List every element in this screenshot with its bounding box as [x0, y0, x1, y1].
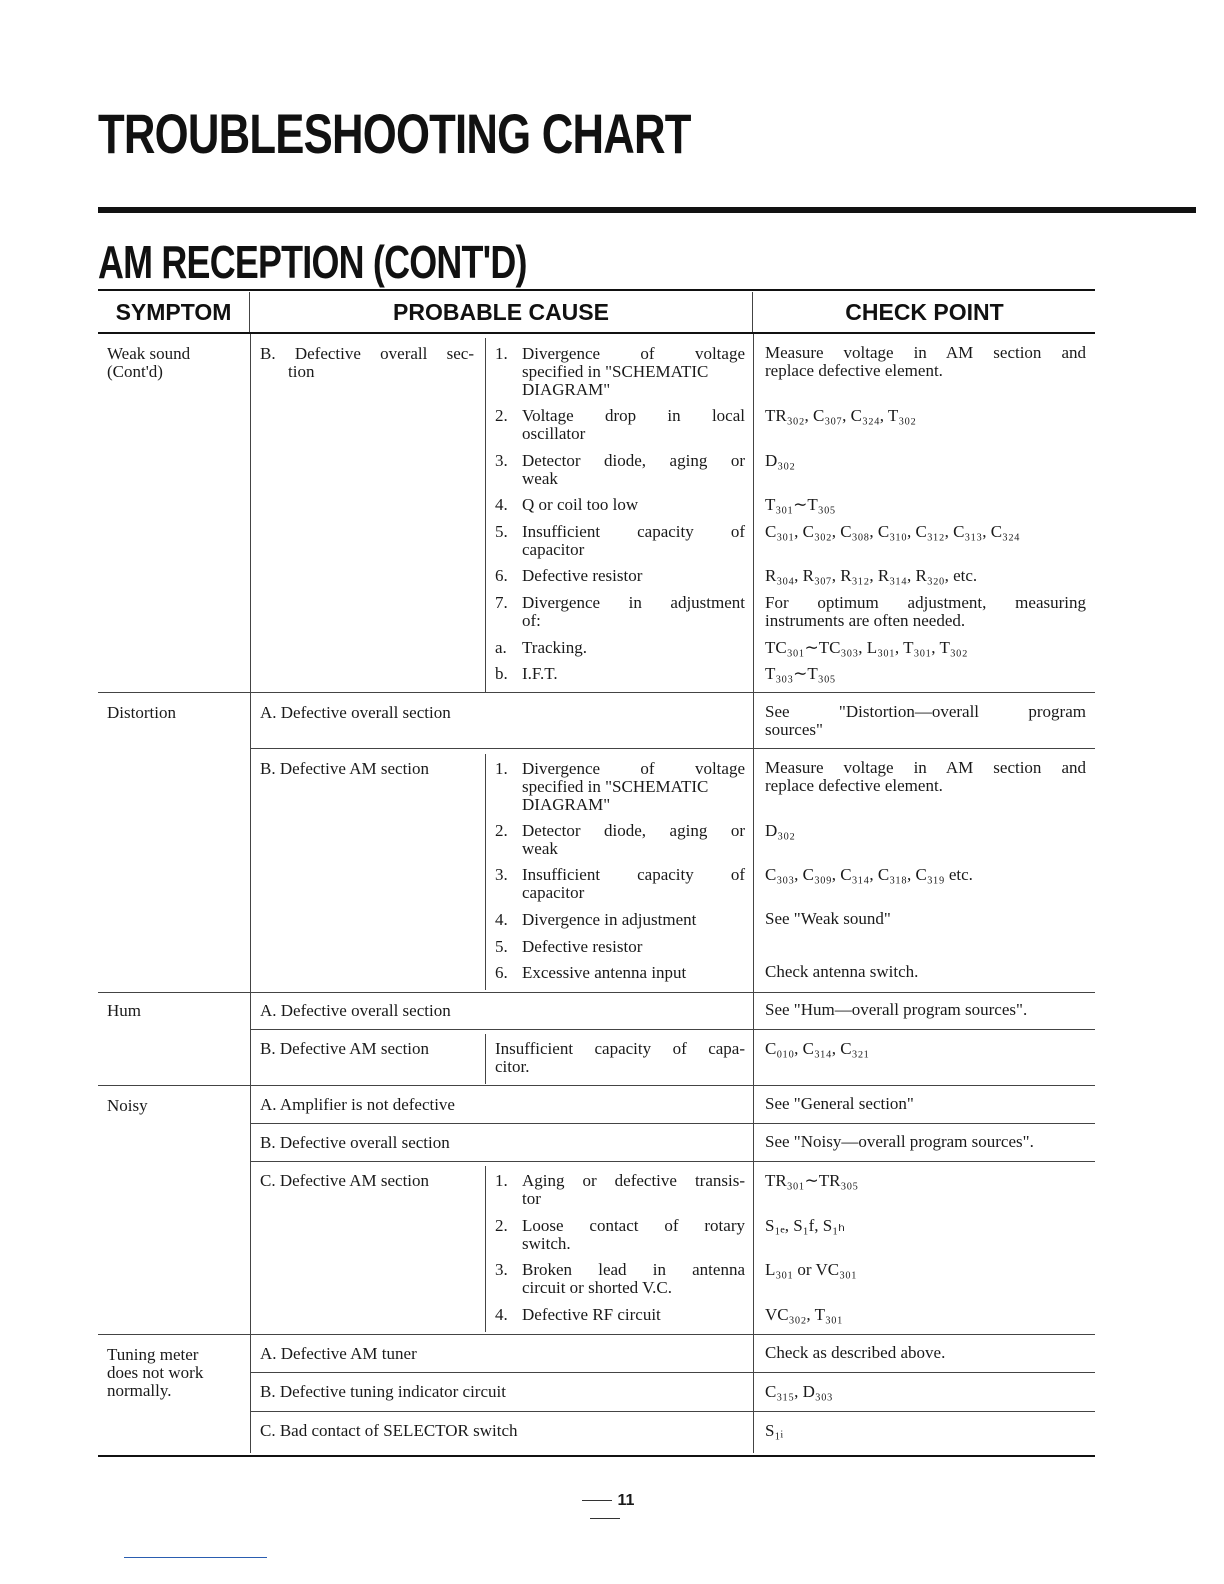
check-point: R₃₀₄, R₃₀₇, R₃₁₂, R₃₁₄, R₃₂₀, etc. [765, 566, 978, 585]
cause-text: B. Defective AM section [260, 1039, 430, 1058]
sub-column-divider [485, 338, 486, 692]
cause-text: A. Amplifier is not defective [260, 1095, 455, 1114]
row-rule [250, 1029, 1095, 1030]
check-point: See "Distortion—overall program [765, 702, 1086, 721]
cause-item: citor. [495, 1057, 530, 1076]
item-number: 1. [495, 759, 508, 778]
row-rule [250, 1161, 1095, 1162]
cause-item: Excessive antenna input [522, 963, 687, 982]
symptom-tuning-meter: does not work [107, 1363, 204, 1382]
item-number: 4. [495, 495, 508, 514]
header-divider [249, 292, 250, 332]
item-number: 1. [495, 344, 508, 363]
check-point: replace defective element. [765, 776, 943, 795]
check-point: TC₃₀₁∼TC₃₀₃, L₃₀₁, T₃₀₁, T₃₀₂ [765, 638, 968, 657]
cause-item: Defective resistor [522, 937, 643, 956]
cause-item: Aging or defective transis- [522, 1171, 745, 1190]
item-number: 6. [495, 566, 508, 585]
symptom-weak-sound-cont: (Cont'd) [107, 362, 163, 381]
sub-column-divider [485, 1034, 486, 1084]
table-top-rule [98, 289, 1095, 291]
check-point: For optimum adjustment, measuring [765, 593, 1086, 612]
cause-text: B. Defective AM section [260, 759, 430, 778]
header-probable-cause: PROBABLE CAUSE [393, 298, 609, 325]
check-point: VC₃₀₂, T₃₀₁ [765, 1305, 843, 1324]
cause-item: DIAGRAM" [522, 795, 611, 814]
header-divider [752, 292, 753, 332]
cause-text: C. Bad contact of SELECTOR switch [260, 1421, 518, 1440]
symptom-tuning-meter: normally. [107, 1381, 172, 1400]
cause-item: Q or coil too low [522, 495, 639, 514]
cause-item: Defective resistor [522, 566, 643, 585]
cause-item: Detector diode, aging or [522, 451, 745, 470]
check-point: sources" [765, 720, 823, 739]
check-point: See "Hum—overall program sources". [765, 1000, 1028, 1019]
item-number: 2. [495, 821, 508, 840]
check-point: C₃₀₁, C₃₀₂, C₃₀₈, C₃₁₀, C₃₁₂, C₃₁₃, C₃₂₄ [765, 522, 1020, 541]
item-number: 6. [495, 963, 508, 982]
check-point: T₃₀₃∼T₃₀₅ [765, 664, 836, 683]
cause-item: Divergence of voltage [522, 759, 745, 778]
item-number: 4. [495, 1305, 508, 1324]
cause-text: tion [288, 362, 315, 381]
item-number: 2. [495, 406, 508, 425]
row-rule [250, 748, 1095, 749]
symptom-noisy: Noisy [107, 1096, 148, 1115]
check-point: See "Noisy—overall program sources". [765, 1132, 1034, 1151]
symptom-distortion: Distortion [107, 703, 176, 722]
column-divider [753, 334, 754, 1453]
cause-item: Insufficient capacity of [522, 865, 745, 884]
cause-item: Loose contact of rotary [522, 1216, 745, 1235]
column-divider [250, 334, 251, 1453]
row-rule [98, 992, 1095, 993]
cause-text: B. Defective tuning indicator circuit [260, 1382, 506, 1401]
row-rule [98, 692, 1095, 693]
check-point: TR₃₀₂, C₃₀₇, C₃₂₄, T₃₀₂ [765, 406, 917, 425]
cause-item: Detector diode, aging or [522, 821, 745, 840]
symptom-hum: Hum [107, 1001, 141, 1020]
symptom-tuning-meter: Tuning meter [107, 1345, 199, 1364]
cause-item: weak [522, 469, 558, 488]
cause-text: A. Defective AM tuner [260, 1344, 417, 1363]
table-bottom-rule [98, 1455, 1095, 1457]
page-number [560, 1492, 650, 1528]
row-rule [98, 1085, 1095, 1086]
cause-item: specified in "SCHEMATIC [522, 777, 709, 796]
item-number: 5. [495, 522, 508, 541]
item-number: 5. [495, 937, 508, 956]
cause-text: B. Defective overall section [260, 1133, 450, 1152]
check-point: Check as described above. [765, 1343, 946, 1362]
cause-item: oscillator [522, 424, 586, 443]
cause-item: Broken lead in antenna [522, 1260, 745, 1279]
cause-item: Divergence in adjustment [522, 593, 745, 612]
header-symptom: SYMPTOM [115, 298, 232, 325]
item-number: 2. [495, 1216, 508, 1235]
cause-item: circuit or shorted V.C. [522, 1278, 672, 1297]
cause-item: I.F.T. [522, 664, 558, 683]
check-point: S₁ᵢ [765, 1421, 784, 1440]
item-number: 3. [495, 1260, 508, 1279]
check-point: Measure voltage in AM section and [765, 343, 1086, 362]
item-number: b. [495, 664, 508, 683]
check-point: C₀₁₀, C₃₁₄, C₃₂₁ [765, 1039, 870, 1058]
cause-item: specified in "SCHEMATIC [522, 362, 709, 381]
sub-column-divider [485, 1166, 486, 1332]
cause-text: B. Defective overall sec- [260, 344, 474, 363]
item-number: 4. [495, 910, 508, 929]
check-point: D₃₀₂ [765, 451, 796, 470]
cause-text: C. Defective AM section [260, 1171, 430, 1190]
check-point: See "General section" [765, 1094, 914, 1113]
check-point: Measure voltage in AM section and [765, 758, 1086, 777]
cause-item: Voltage drop in local [522, 406, 745, 425]
check-point: Check antenna switch. [765, 962, 919, 981]
cause-text: A. Defective overall section [260, 703, 451, 722]
check-point: L₃₀₁ or VC₃₀₁ [765, 1260, 857, 1279]
check-point: replace defective element. [765, 361, 943, 380]
check-point: See "Weak sound" [765, 909, 891, 928]
header-check-point: CHECK POINT [845, 298, 1004, 325]
check-point: C₃₀₃, C₃₀₉, C₃₁₄, C₃₁₈, C₃₁₉ etc. [765, 865, 973, 884]
cause-item: Tracking. [522, 638, 588, 657]
cause-item: capacitor [522, 540, 585, 559]
item-number: 3. [495, 865, 508, 884]
cause-item: capacitor [522, 883, 585, 902]
cause-item: Divergence of voltage [522, 344, 745, 363]
check-point: D₃₀₂ [765, 821, 796, 840]
row-rule [250, 1372, 1095, 1373]
cause-item: weak [522, 839, 558, 858]
check-point: TR₃₀₁∼TR₃₀₅ [765, 1171, 859, 1190]
page-number-text: 11 [617, 1492, 635, 1509]
row-rule [250, 1411, 1095, 1412]
check-point: C₃₁₅, D₃₀₃ [765, 1382, 833, 1401]
cause-item: Defective RF circuit [522, 1305, 661, 1324]
cause-item: switch. [522, 1234, 571, 1253]
item-number: a. [495, 638, 507, 657]
title-rule [98, 207, 1196, 213]
cause-text: A. Defective overall section [260, 1001, 451, 1020]
row-rule [98, 1334, 1095, 1335]
footer-line [124, 1557, 267, 1558]
cause-item: of: [522, 611, 541, 630]
cause-item: Insufficient capacity of capa- [495, 1039, 745, 1058]
cause-item: Divergence in adjustment [522, 910, 697, 929]
page-title: TROUBLESHOOTING CHART [98, 102, 691, 165]
check-point: instruments are often needed. [765, 611, 966, 630]
cause-item: DIAGRAM" [522, 380, 611, 399]
cause-item: tor [522, 1189, 541, 1208]
row-rule [250, 1123, 1095, 1124]
item-number: 3. [495, 451, 508, 470]
check-point: T₃₀₁∼T₃₀₅ [765, 495, 836, 514]
item-number: 7. [495, 593, 508, 612]
item-number: 1. [495, 1171, 508, 1190]
section-title: AM RECEPTION (CONT'D) [98, 236, 527, 288]
check-point: S₁ₑ, S₁f, S₁ₕ [765, 1216, 846, 1235]
cause-item: Insufficient capacity of [522, 522, 745, 541]
symptom-weak-sound: Weak sound [107, 344, 191, 363]
header-rule [98, 332, 1095, 334]
sub-column-divider [485, 754, 486, 990]
